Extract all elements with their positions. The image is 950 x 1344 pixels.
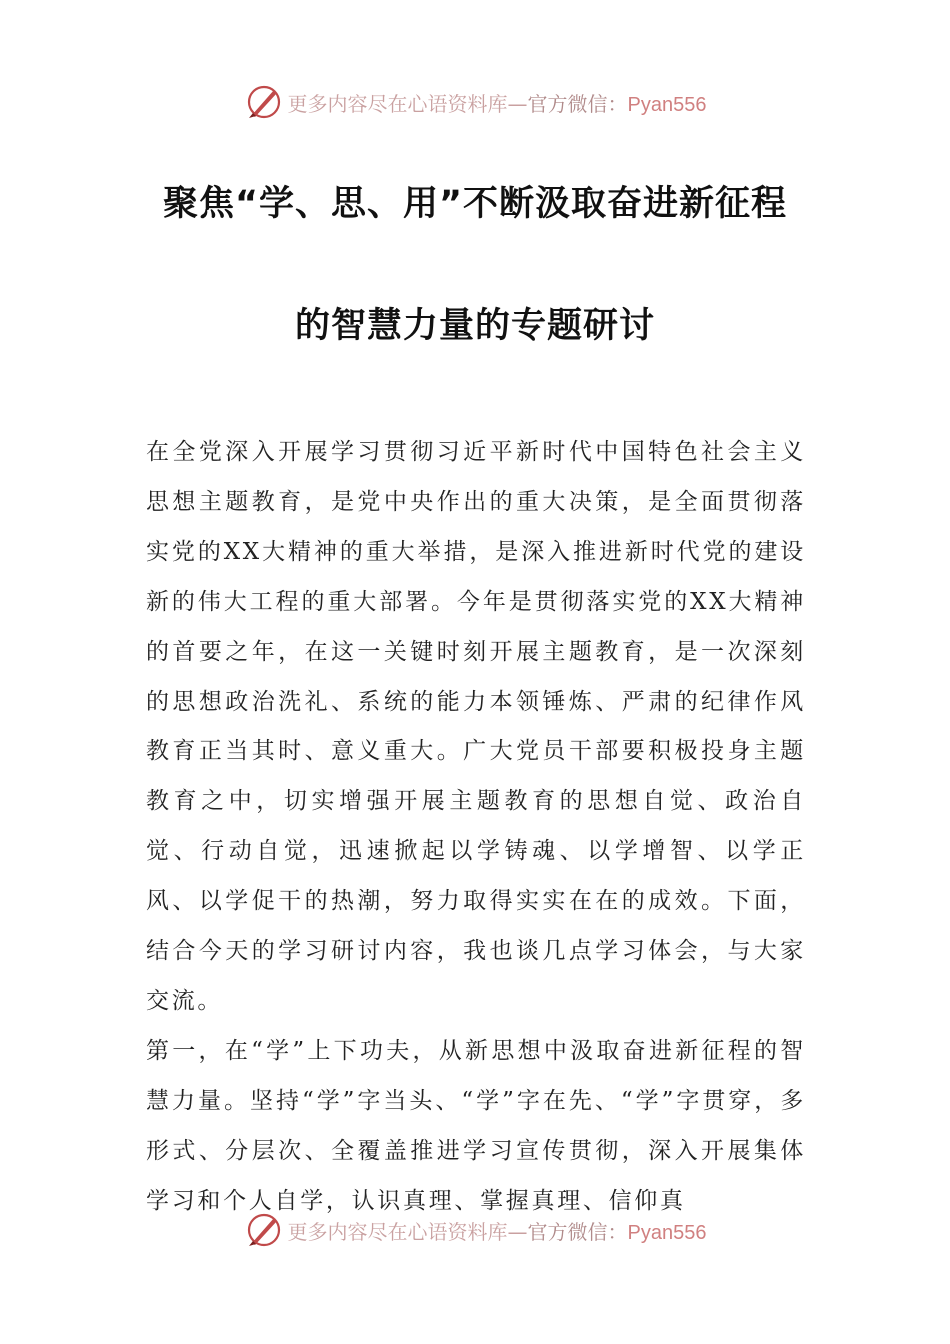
watermark-text: [288, 1216, 707, 1245]
pen-logo-icon: [244, 82, 284, 122]
watermark-main: 更多内容尽在心语资料库—: [287, 91, 528, 116]
document-body: [146, 428, 806, 1227]
header-watermark-banner: [0, 80, 950, 124]
watermark-wechat-label: 官方微信：: [527, 1219, 628, 1244]
pen-logo-icon: [244, 1210, 284, 1250]
paragraph-intro: 在全党深入开展学习贯彻习近平新时代中国特色社会主义思想主题教育，是党中央作出的重大决策，是全面贯彻落实党的XX大精神的重大举措，是深入推进新时代党的建设新的伟大工程的重大部署。今年是贯彻落实党的XX大精神的首要之年，在这一关键时刻开展主题教育，是一次深刻的思想政治洗礼、系统的能力本领锤炼、严肃的纪律作风教育正当其时、意义重大。广大党员干部要积极投身主题教育之中，切实增强开展主题教育的思想自觉、政治自觉、行动自觉，迅速掀起以学铸魂、以学增智、以学正风、以学促干的热潮，努力取得实实在在的成效。下面，结合今天的学习研讨内容，我也谈几点学习体会，与大家交流。: [146, 439, 806, 1014]
watermark-text: [288, 88, 707, 117]
document-title-line-1: 聚焦“学、思、用”不断汲取奋进新征程: [162, 184, 787, 224]
footer-watermark-banner: [0, 1208, 950, 1252]
watermark-wechat-id: Pyan556: [627, 1221, 707, 1244]
watermark-main: 更多内容尽在心语资料库—: [287, 1219, 528, 1244]
document-title-line-2: 的智慧力量的专题研讨: [294, 306, 655, 346]
paragraph-first-point: 第一，在“学”上下功夫，从新思想中汲取奋进新征程的智慧力量。坚持“学”字当头、“学”字在先、“学”字贯穿，多形式、分层次、全覆盖推进学习宣传贯彻，深入开展集体学习和个人自学，认识真理、掌握真理、信仰真: [146, 1037, 806, 1214]
watermark-wechat-label: 官方微信：: [527, 91, 628, 116]
watermark-wechat-id: Pyan556: [627, 93, 707, 116]
